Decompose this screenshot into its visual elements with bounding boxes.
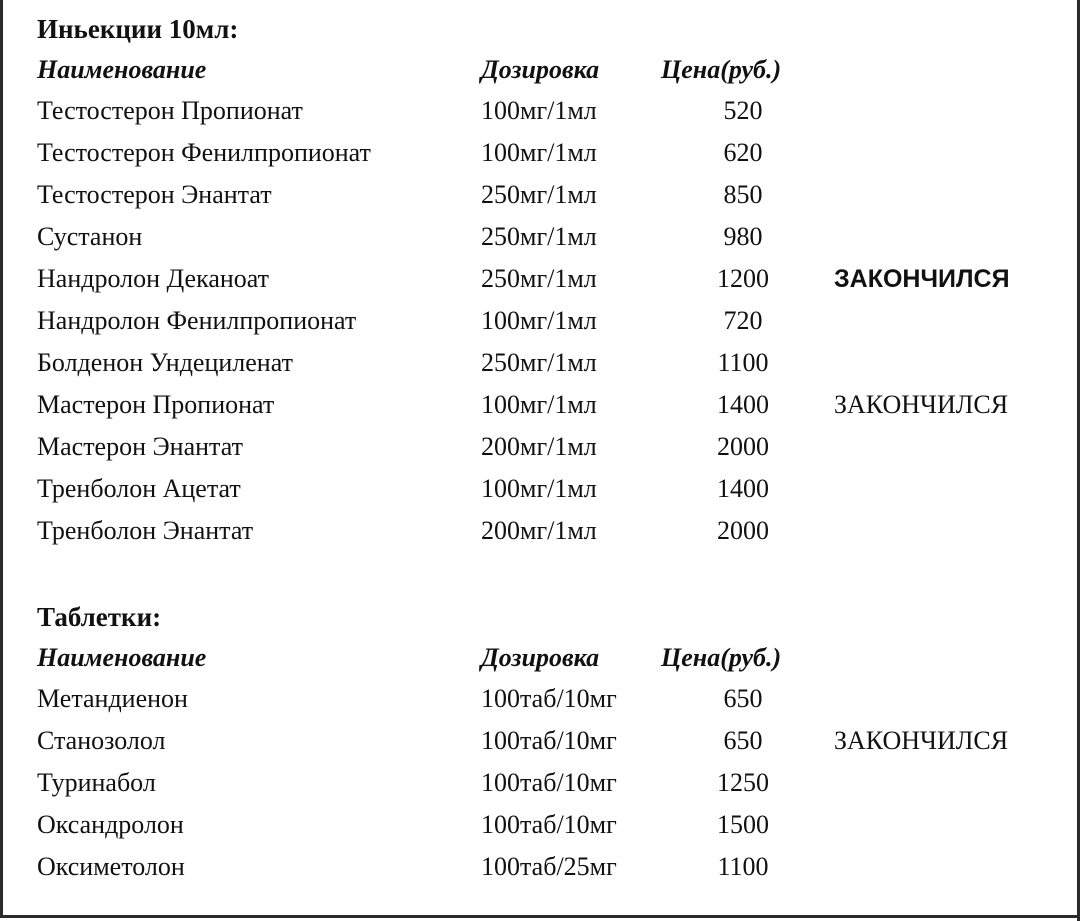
product-price: 650 (723, 684, 763, 713)
product-name: Тестостерон Пропионат (37, 96, 303, 125)
product-dose: 250мг/1мл (481, 264, 597, 293)
product-name: Тренболон Ацетат (37, 474, 241, 503)
header-name: Наименование (37, 55, 207, 84)
header-price: Цена(руб.) (661, 55, 782, 84)
product-price: 1400 (717, 474, 769, 503)
tablets-title: Таблетки: (37, 602, 162, 632)
out-of-stock-label: ЗАКОНЧИЛСЯ (834, 265, 1010, 293)
product-name: Нандролон Фенилпропионат (37, 306, 357, 335)
product-name: Станозолол (37, 726, 166, 755)
product-dose: 100мг/1мл (481, 390, 597, 419)
table-row (37, 258, 1080, 300)
table-row (37, 720, 1080, 762)
product-price: 980 (723, 222, 763, 251)
product-price: 1100 (717, 852, 769, 881)
table-row (37, 90, 1080, 132)
header-price: Цена(руб.) (661, 643, 782, 672)
header-dose: Дозировка (481, 55, 600, 84)
product-price: 1500 (717, 810, 769, 839)
product-price: 520 (723, 96, 763, 125)
tablets-header-row (37, 642, 1080, 674)
product-name: Оксиметолон (37, 852, 185, 881)
product-dose: 100таб/25мг (481, 852, 617, 881)
product-name: Сустанон (37, 222, 143, 251)
product-name: Тестостерон Энантат (37, 180, 272, 209)
product-dose: 100таб/10мг (481, 684, 617, 713)
product-name: Тренболон Энантат (37, 516, 254, 545)
injections-section (37, 12, 1080, 552)
table-row (37, 846, 1080, 888)
product-dose: 100мг/1мл (481, 474, 597, 503)
out-of-stock-label: ЗАКОНЧИЛСЯ (834, 390, 1009, 419)
product-name: Болденон Ундециленат (37, 348, 293, 377)
table-row (37, 384, 1080, 426)
table-row (37, 762, 1080, 804)
product-price: 2000 (717, 516, 769, 545)
product-price: 850 (723, 180, 763, 209)
injections-header-row (37, 54, 1080, 86)
product-price: 1400 (717, 390, 769, 419)
product-dose: 100мг/1мл (481, 138, 597, 167)
product-name: Туринабол (37, 768, 156, 797)
product-dose: 250мг/1мл (481, 180, 597, 209)
table-row (37, 300, 1080, 342)
table-row (37, 342, 1080, 384)
product-price: 650 (723, 726, 763, 755)
product-price: 1200 (717, 264, 769, 293)
product-dose: 100мг/1мл (481, 96, 597, 125)
table-row (37, 468, 1080, 510)
product-name: Нандролон Деканоат (37, 264, 270, 293)
product-price: 2000 (717, 432, 769, 461)
product-price: 1250 (717, 768, 769, 797)
table-row (37, 426, 1080, 468)
header-dose: Дозировка (481, 643, 600, 672)
product-price: 1100 (717, 348, 769, 377)
product-dose: 200мг/1мл (481, 516, 597, 545)
product-dose: 100таб/10мг (481, 768, 617, 797)
table-row (37, 804, 1080, 846)
product-dose: 100таб/10мг (481, 810, 617, 839)
product-dose: 250мг/1мл (481, 222, 597, 251)
product-dose: 100таб/10мг (481, 726, 617, 755)
out-of-stock-label: ЗАКОНЧИЛСЯ (834, 726, 1009, 755)
injections-title: Иньекции 10мл: (37, 14, 239, 44)
header-name: Наименование (37, 643, 207, 672)
table-row (37, 510, 1080, 552)
product-dose: 100мг/1мл (481, 306, 597, 335)
table-row (37, 132, 1080, 174)
product-name: Оксандролон (37, 810, 184, 839)
product-price: 620 (723, 138, 763, 167)
product-name: Мастерон Пропионат (37, 390, 275, 419)
product-name: Мастерон Энантат (37, 432, 243, 461)
tablets-section (37, 600, 1080, 888)
product-name: Метандиенон (37, 684, 188, 713)
table-row (37, 174, 1080, 216)
table-row (37, 216, 1080, 258)
product-dose: 200мг/1мл (481, 432, 597, 461)
product-price: 720 (723, 306, 763, 335)
product-name: Тестостерон Фенилпропионат (37, 138, 371, 167)
product-dose: 250мг/1мл (481, 348, 597, 377)
table-row (37, 678, 1080, 720)
